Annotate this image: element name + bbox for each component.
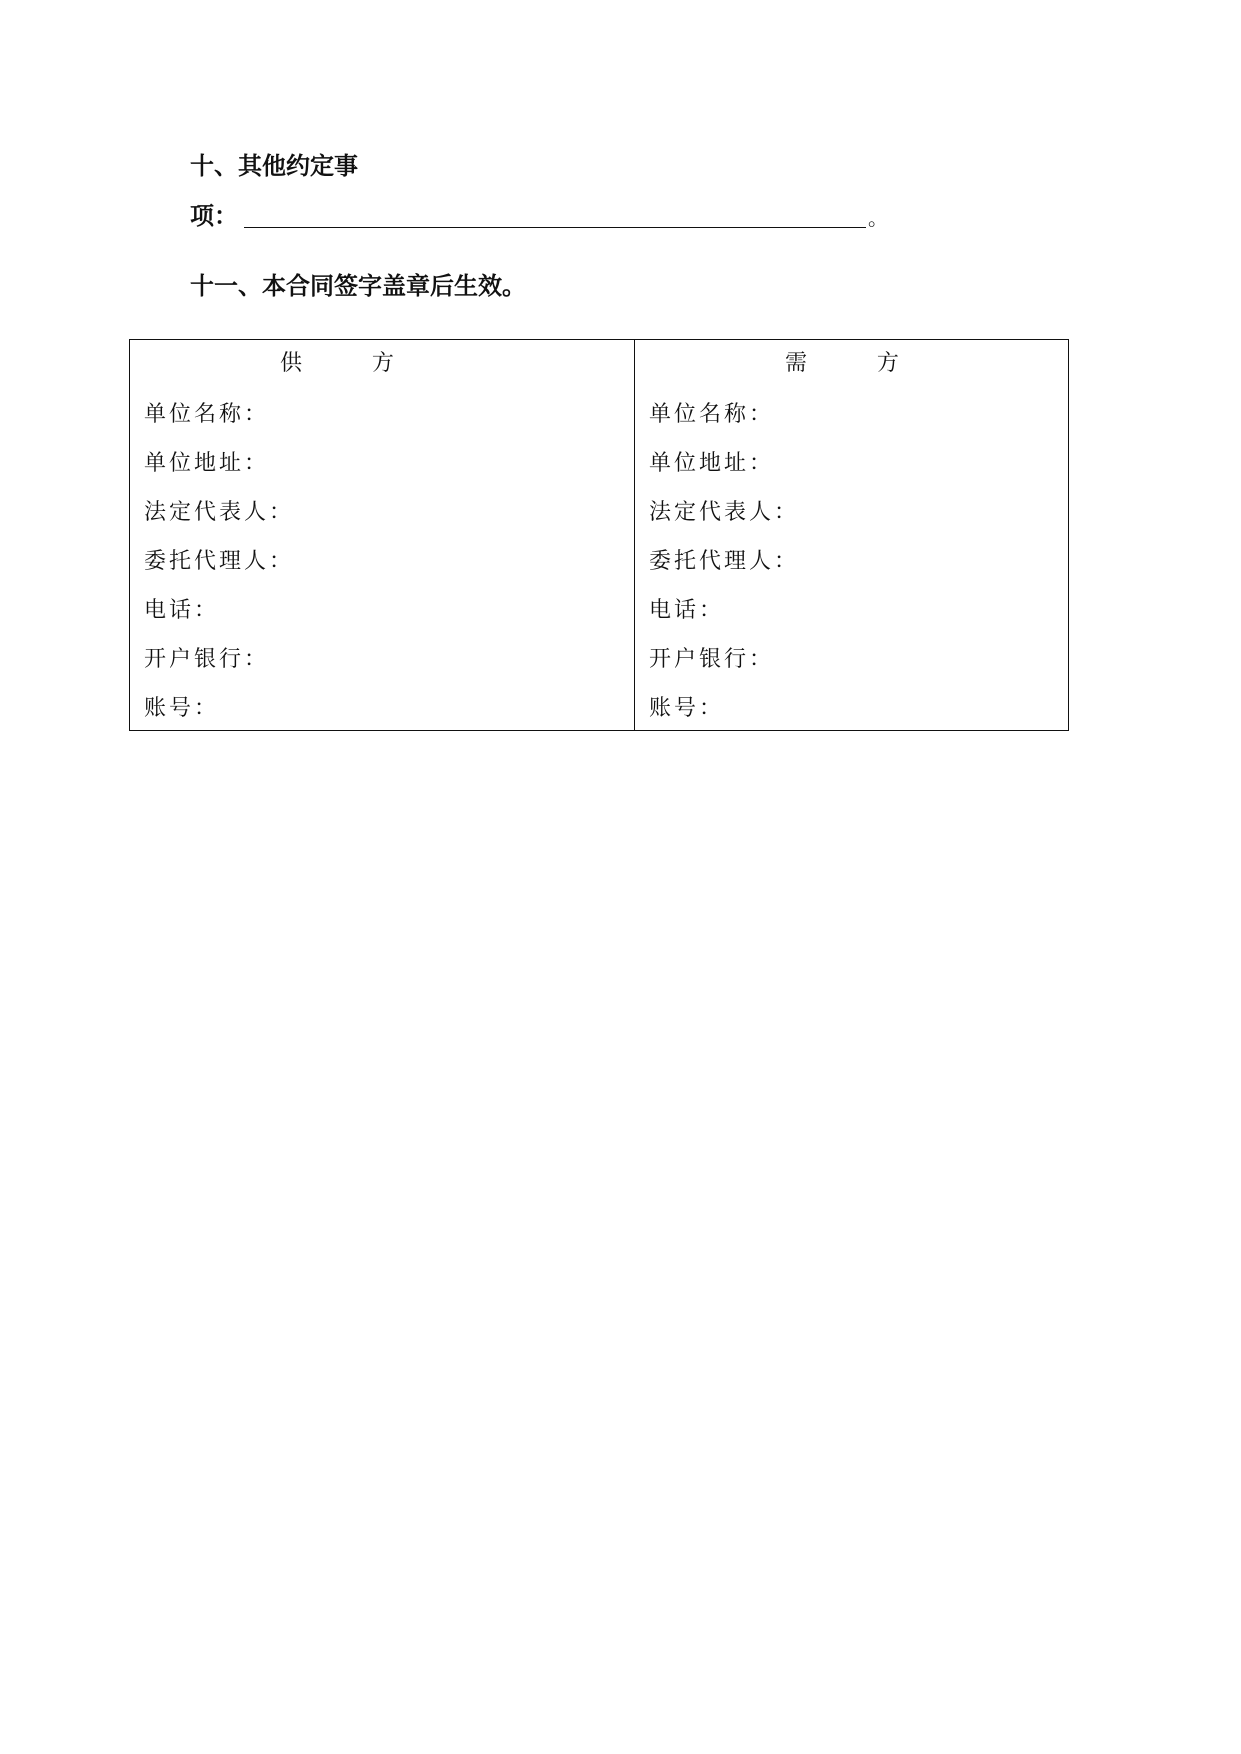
buyer-account-field[interactable]: 账号： xyxy=(649,696,725,721)
buyer-field-list xyxy=(649,390,799,733)
buyer-bank-field[interactable]: 开户银行： xyxy=(649,647,775,672)
supplier-column xyxy=(130,340,635,730)
buyer-heading: 需 方 xyxy=(785,351,899,376)
buyer-column xyxy=(635,340,1068,730)
clause-11-effective: 十一、本合同签字盖章后生效。 xyxy=(190,272,526,300)
supplier-bank-field[interactable]: 开户银行： xyxy=(144,647,270,672)
other-matters-blank-line[interactable] xyxy=(244,205,866,228)
buyer-phone-field[interactable]: 电话： xyxy=(649,598,725,623)
party-signature-table xyxy=(129,339,1069,731)
buyer-unit-name-field[interactable]: 单位名称： xyxy=(649,402,775,427)
clause-10-title: 十、其他约定事 xyxy=(190,152,358,180)
clause-10-prefix: 项： xyxy=(190,202,238,230)
clause-10-other-matters xyxy=(190,204,888,228)
supplier-unit-name-field[interactable]: 单位名称： xyxy=(144,402,270,427)
supplier-agent-field[interactable]: 委托代理人： xyxy=(144,549,295,574)
clause-10-end-mark: 。 xyxy=(868,206,888,230)
supplier-unit-address-field[interactable]: 单位地址： xyxy=(144,451,270,476)
buyer-agent-field[interactable]: 委托代理人： xyxy=(649,549,800,574)
supplier-legal-rep-field[interactable]: 法定代表人： xyxy=(144,500,295,525)
supplier-phone-field[interactable]: 电话： xyxy=(144,598,220,623)
supplier-account-field[interactable]: 账号： xyxy=(144,696,220,721)
buyer-unit-address-field[interactable]: 单位地址： xyxy=(649,451,775,476)
supplier-heading: 供 方 xyxy=(280,351,394,376)
buyer-legal-rep-field[interactable]: 法定代表人： xyxy=(649,500,800,525)
supplier-field-list xyxy=(144,390,294,733)
